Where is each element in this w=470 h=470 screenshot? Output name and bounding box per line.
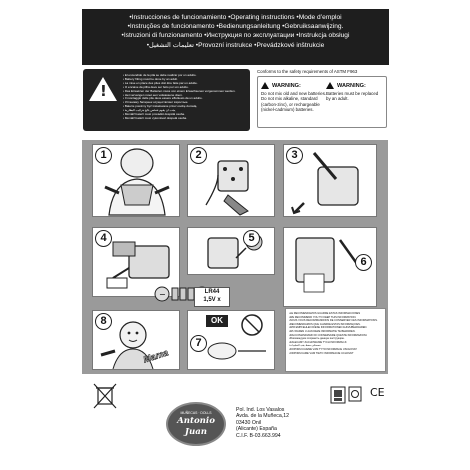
astm-label: Conforms to the safety requirements of ASTM F963: [257, 69, 358, 74]
step-number: 7: [190, 335, 207, 352]
warning-age-icon: [330, 386, 346, 404]
address-line: Pol. Ind. Los Vasalos: [236, 407, 285, 413]
logo-top-text: MUÑECAS · DOLLS: [180, 411, 212, 415]
address-line: C.I.F. B-03.663.994: [236, 432, 281, 439]
warning-line: • Montáž batérií musí vykonávať dospelá osoba.: [123, 116, 188, 120]
svg-text:−: −: [159, 290, 166, 299]
title-line: •تعليمات التشغيل •Provozní instrukce •Prevádzkové inštrukcie: [146, 41, 325, 49]
step-8-panel: [92, 310, 180, 370]
warning-text: [261, 91, 326, 113]
info-line: •RACCOMANDIAMO DI CONSERVARE QUESTE INFORMAZIONI.: [289, 333, 368, 337]
step-1-panel: [92, 144, 180, 217]
step-number: 4: [95, 230, 112, 247]
warning-line: • Baterie powinny być instalowane przez osobę dorosłą.: [123, 105, 198, 109]
warning-line: • Het vervangen moet een volwassene doen.: [123, 93, 183, 97]
astm-left: [261, 82, 326, 113]
instructions-title-bar: [82, 9, 389, 65]
step-5-panel: [187, 227, 275, 275]
warning-line: • La mise en place des piles doit être faite par un adulte.: [123, 81, 198, 85]
step-6-panel: [283, 227, 377, 307]
warning-line: • Battery fitting must be done by an adult.: [123, 77, 178, 81]
warning-title: WARNING:: [272, 82, 301, 89]
info-line: •DOPORUČUJEME VÁM TYTO INFORMACE USCHOVAT: [289, 347, 357, 351]
info-line: •NOUS VOUS RECOMMANDONS DE CONSERVER CES INFORMATIONS.: [289, 319, 378, 323]
keep-information-box: [285, 308, 386, 372]
title-line: •Instrucciones de funcionamiento •Operating instructions •Mode d’emploi: [129, 14, 342, 21]
insert-battery-illustration: [188, 228, 275, 275]
step-number: 2: [190, 147, 207, 164]
warning-triangle-icon: [326, 82, 334, 89]
title-line: •Instruções de funcionamento •Bedienungsanleitung •Gebruiksaanwijzing.: [127, 23, 344, 31]
step-number: 1: [95, 147, 112, 164]
info-line: •ننصحكم بحفظ هذه التعليمات: [289, 344, 321, 348]
warning-lines: [123, 74, 247, 121]
info-line: •Рекомендуем сохранить данную инструкцию.: [289, 337, 345, 341]
info-line: •ZALECAMY ZACHOWANIE TYCH INFORMACJI.: [289, 340, 348, 344]
step-number: 8: [95, 313, 112, 330]
step-number: 6: [355, 254, 372, 271]
title-line: •Istruzioni di funzionamento •Инструкция по эксплуатации •Instrukcja obsługi: [121, 32, 350, 40]
astm-warning-box: [257, 76, 387, 128]
warning-text-line: by an adult.: [326, 96, 349, 102]
logo-name: Juan: [184, 426, 208, 437]
step-number: 5: [243, 230, 260, 247]
mama-label: Mama: [142, 347, 170, 365]
warning-text-line: (nickel-cadmium) batteries.: [261, 107, 314, 113]
logo-name: Antonio: [177, 416, 215, 426]
info-line: •WE RECOMMEND YOU TO KEEP THIS INFORMATION.: [289, 315, 357, 319]
warning-line: • Montáž baterií musí provádět dospělá osoba.: [123, 113, 185, 117]
warning-text: [326, 91, 378, 102]
warning-title: WARNING:: [337, 82, 366, 89]
warning-line: • يجب أن يقوم شخص بالغ بتركيب البطارية: [123, 109, 176, 113]
warning-text-line: Batteries must be replaced: [326, 91, 379, 96]
warning-triangle-icon: !: [89, 77, 117, 101]
step-2-panel: [187, 144, 275, 217]
recycle-bin-icon: [90, 380, 120, 410]
battery-warning-box: [83, 69, 250, 131]
recycling-label-icon: [348, 386, 362, 402]
warning-line: • O encaixe da pilha deve ser feito por um adulto.: [123, 85, 189, 89]
address-line: (Alicante) España: [236, 426, 277, 433]
warning-text-line: (carbon-zinc), or rechargeable: [261, 101, 320, 107]
step-3-panel: [283, 144, 377, 217]
astm-right: [326, 82, 378, 102]
info-line: •WIR EMPFEHLEN DIESE INFORMATIONEN AUFZUBEWAHREN.: [289, 326, 368, 330]
info-line: •WIJ RADEN U AAN DEZE INFORMATIE TE BEWAREN.: [289, 329, 356, 333]
warning-line: • Установку батареек осуществляют взрослые.: [123, 101, 189, 105]
warning-line: • El encendido de la pila se debe realizar por un adulto.: [123, 74, 197, 77]
brand-logo: [166, 402, 226, 446]
address-line: 03430 Onil: [236, 419, 262, 426]
warning-text-line: Do not mix old and new batteries.: [261, 91, 327, 96]
warning-text-line: Do not mix alkaline, standard: [261, 96, 318, 102]
ce-mark: CE: [370, 386, 385, 399]
battery-type-label: [194, 287, 230, 307]
step-7-panel: [187, 310, 275, 370]
company-address: [236, 407, 289, 439]
battery-voltage: 1,5V x: [203, 297, 221, 303]
ok-badge: OK: [206, 315, 228, 327]
info-line: •LE RECOMENDAMOS GUARDE ESTAS INFORMACIONES: [289, 312, 361, 315]
warning-line: • Il montaggio delle pile deve essere effettuato da un adulto.: [123, 97, 203, 101]
warning-line: • Das Einsetzen der Batterien muss von einem Erwachsenen vorgenommen werden.: [123, 89, 236, 93]
warning-triangle-icon: [261, 82, 269, 89]
info-line: •ODPORÚČAME VÁM TIETO INFORMÁCIE UCHOVAŤ: [289, 351, 354, 355]
step-number: 3: [286, 147, 303, 164]
info-line: •RECOMENDAMOS QUE GUARDE ESTAS INFORMAÇÕES.: [289, 322, 361, 326]
battery-type: LR44: [204, 289, 220, 295]
address-line: Avda. de la Muñeca,12: [236, 413, 289, 420]
